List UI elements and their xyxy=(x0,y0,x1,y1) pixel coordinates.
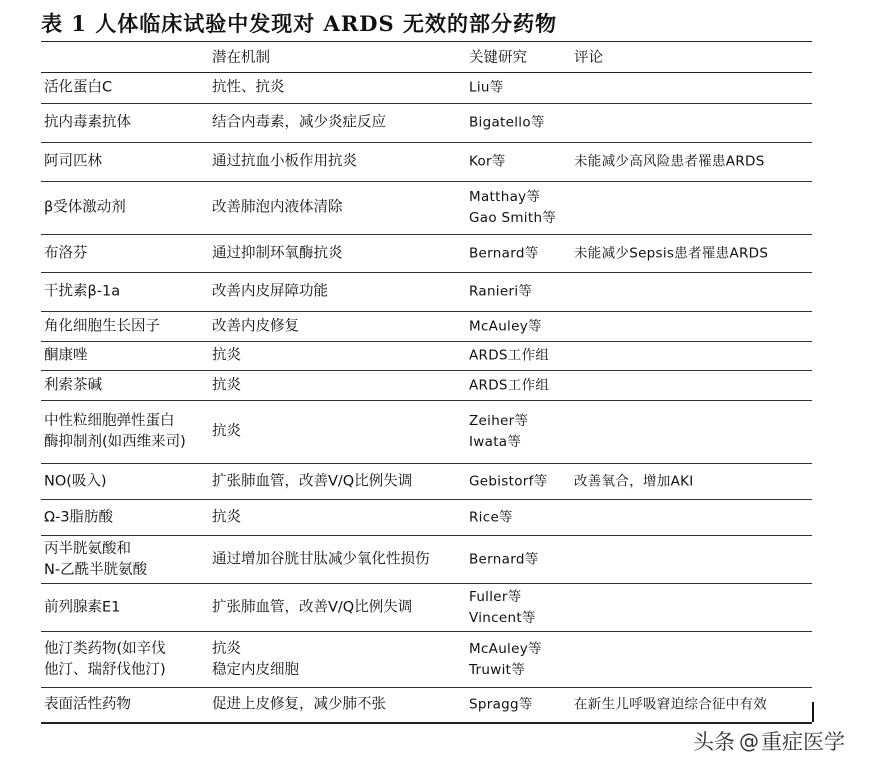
table-row xyxy=(41,104,812,143)
comment-cell-line: 未能减少高风险患者罹患ARDS xyxy=(574,153,765,170)
comment-cell xyxy=(574,695,767,716)
comment-cell-line: 改善氧合，增加AKI xyxy=(574,473,694,489)
drug-cell-line: NO(吸入) xyxy=(44,473,107,489)
drug-cell-line: 酮康唑 xyxy=(44,347,88,364)
mechanism-cell-line: 抗炎 xyxy=(212,377,241,393)
comment-cell-line: 未能减少Sepsis患者罹患ARDS xyxy=(574,245,769,261)
table-row xyxy=(41,371,812,401)
drug-cell-line: β受体激动剂 xyxy=(44,199,126,216)
study-cell-line: McAuley等 xyxy=(469,318,542,334)
study-cell xyxy=(469,471,547,492)
study-cell xyxy=(469,113,545,134)
mechanism-cell xyxy=(212,316,299,337)
drug-cell xyxy=(44,243,88,264)
drug-cell xyxy=(44,695,131,716)
mechanism-cell xyxy=(212,639,299,681)
mechanism-cell xyxy=(212,507,241,528)
study-cell-line: McAuley等 xyxy=(469,640,542,657)
drug-cell xyxy=(44,639,166,681)
table-row xyxy=(41,464,812,500)
table-row xyxy=(41,401,812,464)
mechanism-cell-line: 结合内毒素，减少炎症反应 xyxy=(212,114,386,131)
mechanism-cell-line: 稳定内皮细胞 xyxy=(212,661,299,678)
mechanism-cell-line: 抗炎 xyxy=(212,640,241,657)
study-cell xyxy=(469,152,506,173)
mechanism-cell-line: 通过抑制环氧酶抗炎 xyxy=(212,245,343,261)
drug-cell-line: 抗内毒素抗体 xyxy=(44,114,131,131)
drug-cell-line: 干扰素β-1a xyxy=(44,283,121,300)
mechanism-cell-line: 促进上皮修复，减少肺不张 xyxy=(212,696,386,713)
comment-cell xyxy=(574,152,765,173)
study-cell-line: Bernard等 xyxy=(469,551,539,567)
table-row xyxy=(41,500,812,536)
header-mechanism: 潜在机制 xyxy=(212,50,270,66)
study-cell xyxy=(469,346,549,367)
mechanism-cell xyxy=(212,152,357,173)
drug-cell xyxy=(44,375,102,396)
study-cell-line: ARDS工作组 xyxy=(469,347,550,364)
comment-cell xyxy=(574,471,694,492)
table-row xyxy=(41,73,812,104)
drug-cell-line: 他汀、瑞舒伐他汀) xyxy=(44,661,166,678)
study-cell-line: Gebistorf等 xyxy=(469,473,548,489)
study-cell-line: Iwata等 xyxy=(469,434,522,450)
study-cell xyxy=(469,587,536,629)
header-comment: 评论 xyxy=(574,50,603,66)
drug-cell xyxy=(44,597,120,618)
drug-cell-line: 布洛芬 xyxy=(44,245,88,261)
study-cell xyxy=(469,243,539,264)
mechanism-cell-line: 改善内皮修复 xyxy=(212,318,299,334)
drug-cell xyxy=(44,282,120,303)
watermark-brand: 头条 xyxy=(693,730,735,754)
table-bottom-rule xyxy=(41,722,812,724)
drug-cell xyxy=(44,411,186,453)
drug-cell-line: N-乙酰半胱氨酸 xyxy=(44,561,148,578)
mechanism-cell xyxy=(212,375,241,396)
study-cell xyxy=(469,316,542,337)
watermark-at: @ xyxy=(739,729,759,753)
study-cell xyxy=(469,375,549,396)
study-cell-line: Bernard等 xyxy=(469,245,539,261)
study-cell-line: Gao Smith等 xyxy=(469,210,557,226)
table-row xyxy=(41,182,812,235)
mechanism-cell xyxy=(212,78,285,99)
study-cell xyxy=(469,187,556,229)
study-cell-line: Spragg等 xyxy=(469,696,533,713)
table-header xyxy=(0,46,874,70)
mechanism-cell xyxy=(212,695,386,716)
mechanism-cell-line: 抗炎 xyxy=(212,347,241,364)
drug-cell xyxy=(44,78,112,99)
study-cell-line: Liu等 xyxy=(469,79,504,96)
study-cell xyxy=(469,411,528,453)
header-study: 关键研究 xyxy=(469,50,527,66)
table-row xyxy=(41,632,812,688)
mechanism-cell xyxy=(212,282,328,303)
study-cell-line: Fuller等 xyxy=(469,588,522,605)
mechanism-cell xyxy=(212,113,386,134)
drug-cell xyxy=(44,316,160,337)
study-cell-line: Kor等 xyxy=(469,153,506,170)
drug-cell-line: 丙半胱氨酸和 xyxy=(44,540,131,557)
drug-cell-line: 利索茶碱 xyxy=(44,377,102,393)
drug-cell xyxy=(44,113,131,134)
study-cell-line: Vincent等 xyxy=(469,609,536,626)
study-cell-line: Rice等 xyxy=(469,509,513,525)
study-cell xyxy=(469,78,504,99)
table-end-mark xyxy=(812,702,814,722)
table-row xyxy=(41,342,812,371)
drug-cell xyxy=(44,198,126,219)
mechanism-cell-line: 抗炎 xyxy=(212,509,241,525)
study-cell-line: Ranieri等 xyxy=(469,283,533,300)
table-row xyxy=(41,536,812,584)
study-cell xyxy=(469,695,533,716)
mechanism-cell-line: 通过抗血小板作用抗炎 xyxy=(212,153,357,170)
drug-cell xyxy=(44,539,147,581)
mechanism-cell xyxy=(212,346,241,367)
drug-cell-line: 中性粒细胞弹性蛋白 xyxy=(44,413,175,429)
mechanism-cell-line: 通过增加谷胱甘肽减少氧化性损伤 xyxy=(212,551,430,567)
comment-cell-line: 在新生儿呼吸窘迫综合征中有效 xyxy=(574,696,768,713)
study-cell xyxy=(469,282,532,303)
table-title: 表 1 人体临床试验中发现对 ARDS 无效的部分药物 xyxy=(41,11,557,36)
drug-cell xyxy=(44,507,113,528)
drug-cell xyxy=(44,152,102,173)
study-cell-line: Bigatello等 xyxy=(469,114,545,131)
drug-cell xyxy=(44,346,88,367)
mechanism-cell-line: 改善内皮屏障功能 xyxy=(212,283,328,300)
mechanism-cell xyxy=(212,422,241,443)
table-row xyxy=(41,688,812,722)
study-cell xyxy=(469,549,539,570)
table-row xyxy=(41,584,812,632)
mechanism-cell-line: 抗性、抗炎 xyxy=(212,79,285,96)
table-row xyxy=(41,235,812,273)
watermark-author: 重症医学 xyxy=(761,730,845,754)
table-row xyxy=(41,143,812,182)
study-cell-line: Matthay等 xyxy=(469,189,541,205)
study-cell-line: Truwit等 xyxy=(469,661,526,678)
table-row xyxy=(41,312,812,342)
drug-cell-line: 他汀类药物(如辛伐 xyxy=(44,640,166,657)
mechanism-cell-line: 扩张肺血管，改善V/Q比例失调 xyxy=(212,473,413,489)
study-cell xyxy=(469,639,542,681)
mechanism-cell-line: 改善肺泡内液体清除 xyxy=(212,199,343,216)
mechanism-cell xyxy=(212,597,412,618)
watermark xyxy=(693,726,845,756)
mechanism-cell xyxy=(212,243,343,264)
study-cell xyxy=(469,507,513,528)
mechanism-cell xyxy=(212,198,343,219)
table-top-rule xyxy=(41,41,812,42)
comment-cell xyxy=(574,243,768,264)
drug-cell-line: Ω-3脂肪酸 xyxy=(44,509,114,525)
mechanism-cell-line: 抗炎 xyxy=(212,423,241,440)
drug-cell-line: 前列腺素E1 xyxy=(44,599,121,615)
table-row xyxy=(41,273,812,312)
study-cell-line: Zeiher等 xyxy=(469,413,529,429)
mechanism-cell-line: 扩张肺血管，改善V/Q比例失调 xyxy=(212,599,413,615)
drug-cell-line: 活化蛋白C xyxy=(44,79,113,96)
drug-cell-line: 阿司匹林 xyxy=(44,153,102,170)
drug-cell-line: 角化细胞生长因子 xyxy=(44,318,160,334)
study-cell-line: ARDS工作组 xyxy=(469,377,550,393)
mechanism-cell xyxy=(212,471,412,492)
drug-cell-line: 酶抑制剂(如西维来司) xyxy=(44,434,186,450)
drug-cell-line: 表面活性药物 xyxy=(44,696,131,713)
drug-cell xyxy=(44,471,107,492)
mechanism-cell xyxy=(212,549,430,570)
